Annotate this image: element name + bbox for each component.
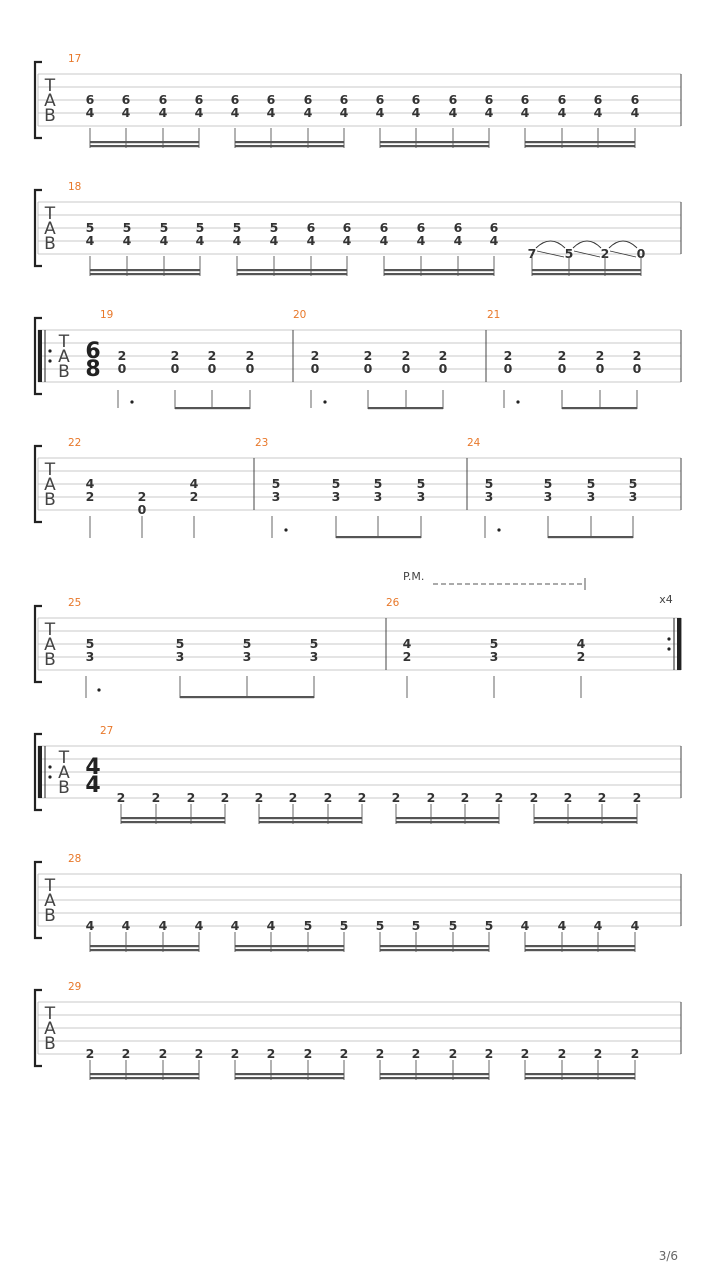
fret-number: 2 [448,1046,458,1061]
note-beam [525,141,635,143]
repeat-start-thick-bar [38,330,42,382]
tab-clef-letter-a: A [44,475,56,495]
fret-number: 4 [85,476,95,491]
fret-number: 5 [309,636,319,651]
fret-number: 4 [557,105,567,120]
fret-number: 2 [460,790,470,805]
fret-number: 0 [310,361,320,376]
fret-number: 3 [85,649,95,664]
fret-number: 4 [122,233,132,248]
fret-number: 6 [339,92,349,107]
repeat-dot [48,765,51,768]
tab-clef-letter-t: T [44,620,56,640]
fret-number: 5 [85,220,95,235]
fret-number: 5 [242,636,252,651]
fret-number: 2 [595,348,605,363]
fret-number: 2 [520,1046,530,1061]
tab-clef-letter-t: T [58,748,70,768]
note-beam [235,145,344,147]
tab-clef-letter-b: B [44,650,56,670]
measure-number: 29 [68,981,82,993]
fret-number: 5 [484,918,494,933]
fret-number: 3 [242,649,252,664]
augmentation-dot [516,400,519,403]
slur [536,241,565,248]
fret-number: 4 [557,918,567,933]
note-beam [175,407,250,409]
fret-number: 4 [266,105,276,120]
fret-number: 0 [117,361,127,376]
fret-number: 4 [266,918,276,933]
augmentation-dot [97,688,100,691]
note-beam [90,1073,199,1075]
fret-number: 4 [411,105,421,120]
fret-number: 0 [401,361,411,376]
fret-number: 2 [363,348,373,363]
tab-clef-letter-a: A [58,763,70,783]
note-beam [380,949,489,951]
fret-number: 4 [121,105,131,120]
note-beam [237,269,347,271]
fret-number: 5 [271,476,281,491]
note-beam [525,949,635,951]
fret-number: 5 [543,476,553,491]
note-beam [384,269,494,271]
measure-number: 17 [68,53,82,65]
tab-clef-letter-b: B [44,490,56,510]
fret-number: 4 [593,105,603,120]
fret-number: 4 [230,918,240,933]
note-beam [396,817,499,819]
fret-number: 4 [303,105,313,120]
note-beam [259,821,362,823]
fret-number: 4 [195,233,205,248]
fret-number: 2 [310,348,320,363]
fret-number: 2 [220,790,230,805]
fret-number: 0 [595,361,605,376]
note-beam [237,273,347,275]
fret-number: 6 [266,92,276,107]
fret-number: 5 [122,220,132,235]
fret-number: 6 [230,92,240,107]
tab-clef-letter-a: A [44,635,56,655]
note-beam [336,536,421,538]
repeat-dot [667,637,670,640]
fret-number: 2 [116,790,126,805]
fret-number: 6 [379,220,389,235]
fret-number: 5 [175,636,185,651]
fret-number: 2 [245,348,255,363]
fret-number: 0 [636,246,646,261]
fret-number: 2 [391,790,401,805]
fret-number: 2 [266,1046,276,1061]
fret-number: 4 [339,105,349,120]
fret-number: 2 [189,489,199,504]
fret-number: 3 [543,489,553,504]
fret-number: 4 [158,918,168,933]
fret-number: 6 [416,220,426,235]
tab-clef-letter-t: T [44,76,56,96]
repeat-dot [667,647,670,650]
fret-number: 2 [357,790,367,805]
fret-number: 4 [230,105,240,120]
tab-clef-letter-a: A [44,91,56,111]
fret-number: 6 [411,92,421,107]
tab-clef-letter-t: T [58,332,70,352]
fret-number: 4 [630,918,640,933]
fret-number: 5 [586,476,596,491]
fret-number: 6 [194,92,204,107]
time-signature-denominator: 8 [85,357,101,382]
tab-clef-letter-a: A [44,1019,56,1039]
measure-number: 26 [386,597,400,609]
fret-number: 2 [484,1046,494,1061]
fret-number: 5 [269,220,279,235]
fret-number: 2 [576,649,586,664]
fret-number: 4 [484,105,494,120]
fret-number: 3 [489,649,499,664]
fret-number: 2 [375,1046,385,1061]
fret-number: 0 [503,361,513,376]
note-beam [562,407,637,409]
note-beam [235,1077,344,1079]
fret-number: 2 [207,348,217,363]
fret-number: 4 [189,476,199,491]
fret-number: 3 [271,489,281,504]
fret-number: 2 [600,246,610,261]
note-beam [121,817,225,819]
fret-number: 5 [373,476,383,491]
tab-clef-letter-a: A [58,347,70,367]
fret-number: 2 [632,348,642,363]
note-beam [525,145,635,147]
fret-number: 5 [303,918,313,933]
fret-number: 2 [121,1046,131,1061]
measure-number: 18 [68,181,82,193]
measure-number: 19 [100,309,114,321]
fret-number: 4 [159,233,169,248]
repeat-dot [48,775,51,778]
tab-clef-letter-b: B [58,778,70,798]
measure-number: 22 [68,437,82,449]
fret-number: 2 [85,489,95,504]
fret-number: 5 [195,220,205,235]
repeat-count: x4 [659,593,673,606]
fret-number: 5 [489,636,499,651]
fret-number: 6 [593,92,603,107]
fret-number: 4 [121,918,131,933]
note-beam [235,945,344,947]
fret-number: 2 [254,790,264,805]
fret-number: 5 [628,476,638,491]
fret-number: 2 [117,348,127,363]
fret-number: 0 [170,361,180,376]
fret-number: 6 [448,92,458,107]
note-beam [380,145,489,147]
fret-number: 4 [306,233,316,248]
fret-number: 6 [520,92,530,107]
measure-number: 25 [68,597,82,609]
measure-number: 27 [100,725,114,737]
note-beam [368,407,443,409]
fret-number: 3 [416,489,426,504]
note-beam [384,273,494,275]
fret-number: 6 [375,92,385,107]
fret-number: 0 [438,361,448,376]
note-beam [90,945,199,947]
fret-number: 2 [186,790,196,805]
note-beam [235,141,344,143]
augmentation-dot [284,528,287,531]
fret-number: 0 [632,361,642,376]
fret-number: 6 [158,92,168,107]
note-beam [235,949,344,951]
note-beam [90,949,199,951]
fret-number: 4 [593,918,603,933]
augmentation-dot [130,400,133,403]
repeat-start-thick-bar [38,746,42,798]
fret-number: 5 [416,476,426,491]
fret-number: 2 [85,1046,95,1061]
fret-number: 4 [194,105,204,120]
fret-number: 4 [453,233,463,248]
fret-number: 2 [339,1046,349,1061]
slur [609,241,637,248]
fret-number: 4 [375,105,385,120]
fret-number: 0 [363,361,373,376]
tab-clef-letter-a: A [44,891,56,911]
fret-number: 6 [303,92,313,107]
time-signature-denominator: 4 [85,773,101,798]
page-number: 3/6 [658,1249,678,1263]
fret-number: 4 [85,918,95,933]
fret-number: 2 [323,790,333,805]
fret-number: 4 [402,636,412,651]
fret-number: 2 [557,348,567,363]
tab-clef-letter-t: T [44,876,56,896]
fret-number: 2 [438,348,448,363]
fret-number: 3 [373,489,383,504]
note-beam [90,273,200,275]
fret-number: 5 [484,476,494,491]
fret-number: 0 [245,361,255,376]
augmentation-dot [497,528,500,531]
tab-clef-letter-a: A [44,219,56,239]
measure-number: 20 [293,309,307,321]
fret-number: 6 [121,92,131,107]
fret-number: 4 [379,233,389,248]
palm-mute-label: P.M. [403,570,425,583]
fret-number: 4 [448,105,458,120]
fret-number: 4 [489,233,499,248]
note-beam [532,273,641,275]
note-beam [380,1077,489,1079]
tab-clef-letter-t: T [44,204,56,224]
fret-number: 4 [520,105,530,120]
fret-number: 5 [232,220,242,235]
fret-number: 2 [401,348,411,363]
note-beam [380,141,489,143]
repeat-dot [48,359,51,362]
fret-number: 3 [331,489,341,504]
fret-number: 7 [527,246,537,261]
fret-number: 2 [151,790,161,805]
note-beam [534,821,637,823]
note-beam [259,817,362,819]
fret-number: 2 [170,348,180,363]
fret-number: 4 [85,233,95,248]
note-beam [534,817,637,819]
fret-number: 6 [630,92,640,107]
tab-clef-letter-b: B [58,362,70,382]
time-signature-numerator: 6 [85,339,101,364]
fret-number: 2 [303,1046,313,1061]
fret-number: 3 [628,489,638,504]
tab-clef-letter-t: T [44,1004,56,1024]
fret-number: 2 [411,1046,421,1061]
fret-number: 3 [484,489,494,504]
measure-number: 24 [467,437,481,449]
fret-number: 2 [597,790,607,805]
note-beam [525,1073,635,1075]
note-beam [235,1073,344,1075]
measure-number: 21 [487,309,501,321]
fret-number: 3 [586,489,596,504]
fret-number: 5 [375,918,385,933]
fret-number: 6 [306,220,316,235]
fret-number: 4 [85,105,95,120]
note-beam [380,945,489,947]
note-beam [90,269,200,271]
note-beam [90,141,199,143]
fret-number: 2 [593,1046,603,1061]
repeat-end-thick-bar [677,618,681,670]
note-beam [121,821,225,823]
fret-number: 4 [342,233,352,248]
fret-number: 4 [158,105,168,120]
fret-number: 6 [453,220,463,235]
measure-number: 28 [68,853,82,865]
fret-number: 0 [137,502,147,517]
fret-number: 4 [269,233,279,248]
augmentation-dot [323,400,326,403]
fret-number: 2 [194,1046,204,1061]
fret-number: 3 [175,649,185,664]
tab-clef-letter-b: B [44,1034,56,1054]
fret-number: 5 [448,918,458,933]
tab-clef-letter-b: B [44,106,56,126]
fret-number: 4 [576,636,586,651]
measure-number: 23 [255,437,269,449]
note-beam [532,269,641,271]
fret-number: 2 [230,1046,240,1061]
note-beam [396,821,499,823]
fret-number: 2 [158,1046,168,1061]
slur [573,241,601,248]
fret-number: 6 [489,220,499,235]
note-beam [180,696,314,698]
fret-number: 2 [503,348,513,363]
time-signature-numerator: 4 [85,755,101,780]
tab-clef-letter-t: T [44,460,56,480]
fret-number: 5 [331,476,341,491]
fret-number: 2 [563,790,573,805]
note-beam [90,145,199,147]
note-beam [90,1077,199,1079]
fret-number: 0 [557,361,567,376]
fret-number: 6 [342,220,352,235]
fret-number: 6 [484,92,494,107]
note-beam [525,1077,635,1079]
fret-number: 5 [85,636,95,651]
note-beam [380,1073,489,1075]
fret-number: 4 [520,918,530,933]
fret-number: 0 [207,361,217,376]
fret-number: 4 [630,105,640,120]
fret-number: 6 [557,92,567,107]
fret-number: 3 [309,649,319,664]
repeat-dot [48,349,51,352]
fret-number: 2 [137,489,147,504]
tab-clef-letter-b: B [44,234,56,254]
fret-number: 2 [557,1046,567,1061]
fret-number: 5 [159,220,169,235]
fret-number: 5 [564,246,574,261]
fret-number: 2 [632,790,642,805]
fret-number: 4 [416,233,426,248]
fret-number: 2 [402,649,412,664]
fret-number: 5 [411,918,421,933]
fret-number: 2 [494,790,504,805]
note-beam [548,536,633,538]
fret-number: 2 [426,790,436,805]
note-beam [525,945,635,947]
tab-clef-letter-b: B [44,906,56,926]
fret-number: 2 [529,790,539,805]
fret-number: 4 [194,918,204,933]
fret-number: 4 [232,233,242,248]
fret-number: 2 [288,790,298,805]
fret-number: 6 [85,92,95,107]
fret-number: 5 [339,918,349,933]
fret-number: 2 [630,1046,640,1061]
